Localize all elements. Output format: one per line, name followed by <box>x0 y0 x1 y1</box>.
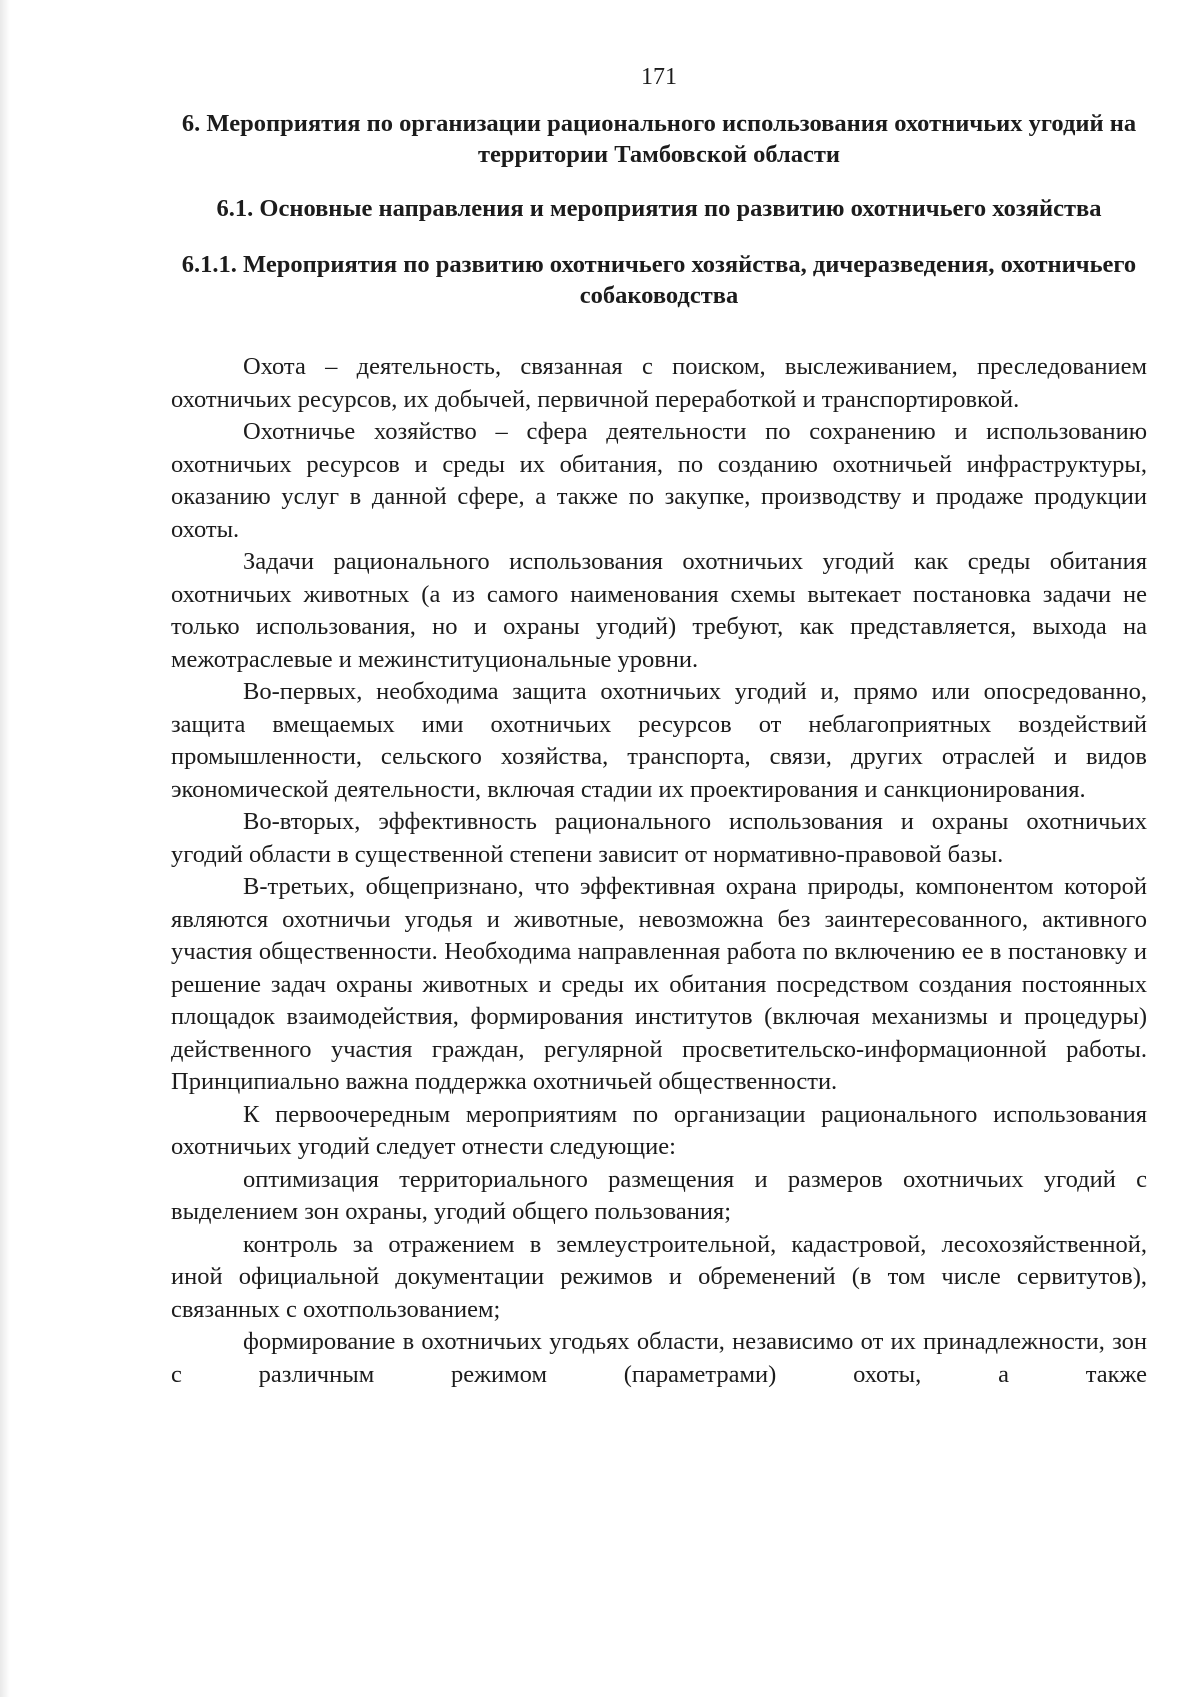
page-number: 171 <box>641 64 677 90</box>
subsection-heading: 6.1. Основные направления и мероприятия по развитию охотничьего хозяйства <box>216 195 1102 222</box>
paragraph-hunting-economy-definition: Охотничье хозяйство – сфера деятельности по сохранению и использованию охотничьих ресурсов и среды их обитания, по созданию охотничьей инфраструктуры, оказанию услуг в данной сфере, а также по закупке, производству и продаже продукции охоты. <box>171 418 1147 543</box>
body-text <box>171 351 1147 1391</box>
document-page <box>171 50 1147 1391</box>
paragraph-firstly: Во-первых, необходима защита охотничьих угодий и, прямо или опосредованно, защита вмещаемых ими охотничьих ресурсов от неблагоприятных воздействий промышленности, сельского хозяйства, транспорта, связи, других отраслей и видов экономической деятельности, включая стадии их проектирования и санкционирования. <box>171 678 1147 803</box>
list-item-zoning: формирование в охотничьих угодьях области, независимо от их принадлежности, зон с различным режимом (параметрами) охоты, а также <box>171 1328 1147 1388</box>
list-item-control: контроль за отражением в землеустроительной, кадастровой, лесохозяйственной, иной официальной документации режимов и обременений (в том числе сервитутов), связанных с охотпользованием; <box>171 1230 1147 1323</box>
scan-edge <box>0 0 10 1697</box>
paragraph-tasks: Задачи рационального использования охотничьих угодий как среды обитания охотничьих животных (а из самого наименования схемы вытекает постановка задачи не только использования, но и охраны угодий) требуют, как представляется, выхода на межотраслевые и межинституциональные уровни. <box>171 548 1147 673</box>
sub-subsection-heading: 6.1.1. Мероприятия по развитию охотничьего хозяйства, дичеразведения, охотничьего собаководства <box>181 251 1137 309</box>
list-item-optimization: оптимизация территориального размещения и размеров охотничьих угодий с выделением зон охраны, угодий общего пользования; <box>171 1165 1147 1225</box>
paragraph-priority-measures: К первоочередным мероприятиям по организации рационального использования охотничьих угодий следует отнести следующие: <box>171 1100 1147 1160</box>
section-heading: 6. Мероприятия по организации рационального использования охотничьих угодий на территории Тамбовской области <box>181 110 1137 168</box>
paragraph-hunting-definition: Охота – деятельность, связанная с поиском, выслеживанием, преследованием охотничьих ресурсов, их добычей, первичной переработкой и транспортировкой. <box>171 353 1147 413</box>
paragraph-thirdly: В-третьих, общепризнано, что эффективная охрана природы, компонентом которой являются охотничьи угодья и животные, невозможна без заинтересованного, активного участия общественности. Необходима направленная работа по включению ее в постановку и решение задач охраны животных и среды их обитания посредством создания постоянных площадок взаимодействия, формирования институтов (включая механизмы и процедуры) действенного участия граждан, регулярной просветительско-информационной работы. Принципиально важна поддержка охотничьей общественности. <box>171 873 1147 1095</box>
paragraph-secondly: Во-вторых, эффективность рационального использования и охраны охотничьих угодий области в существенной степени зависит от нормативно-правовой базы. <box>171 808 1147 868</box>
